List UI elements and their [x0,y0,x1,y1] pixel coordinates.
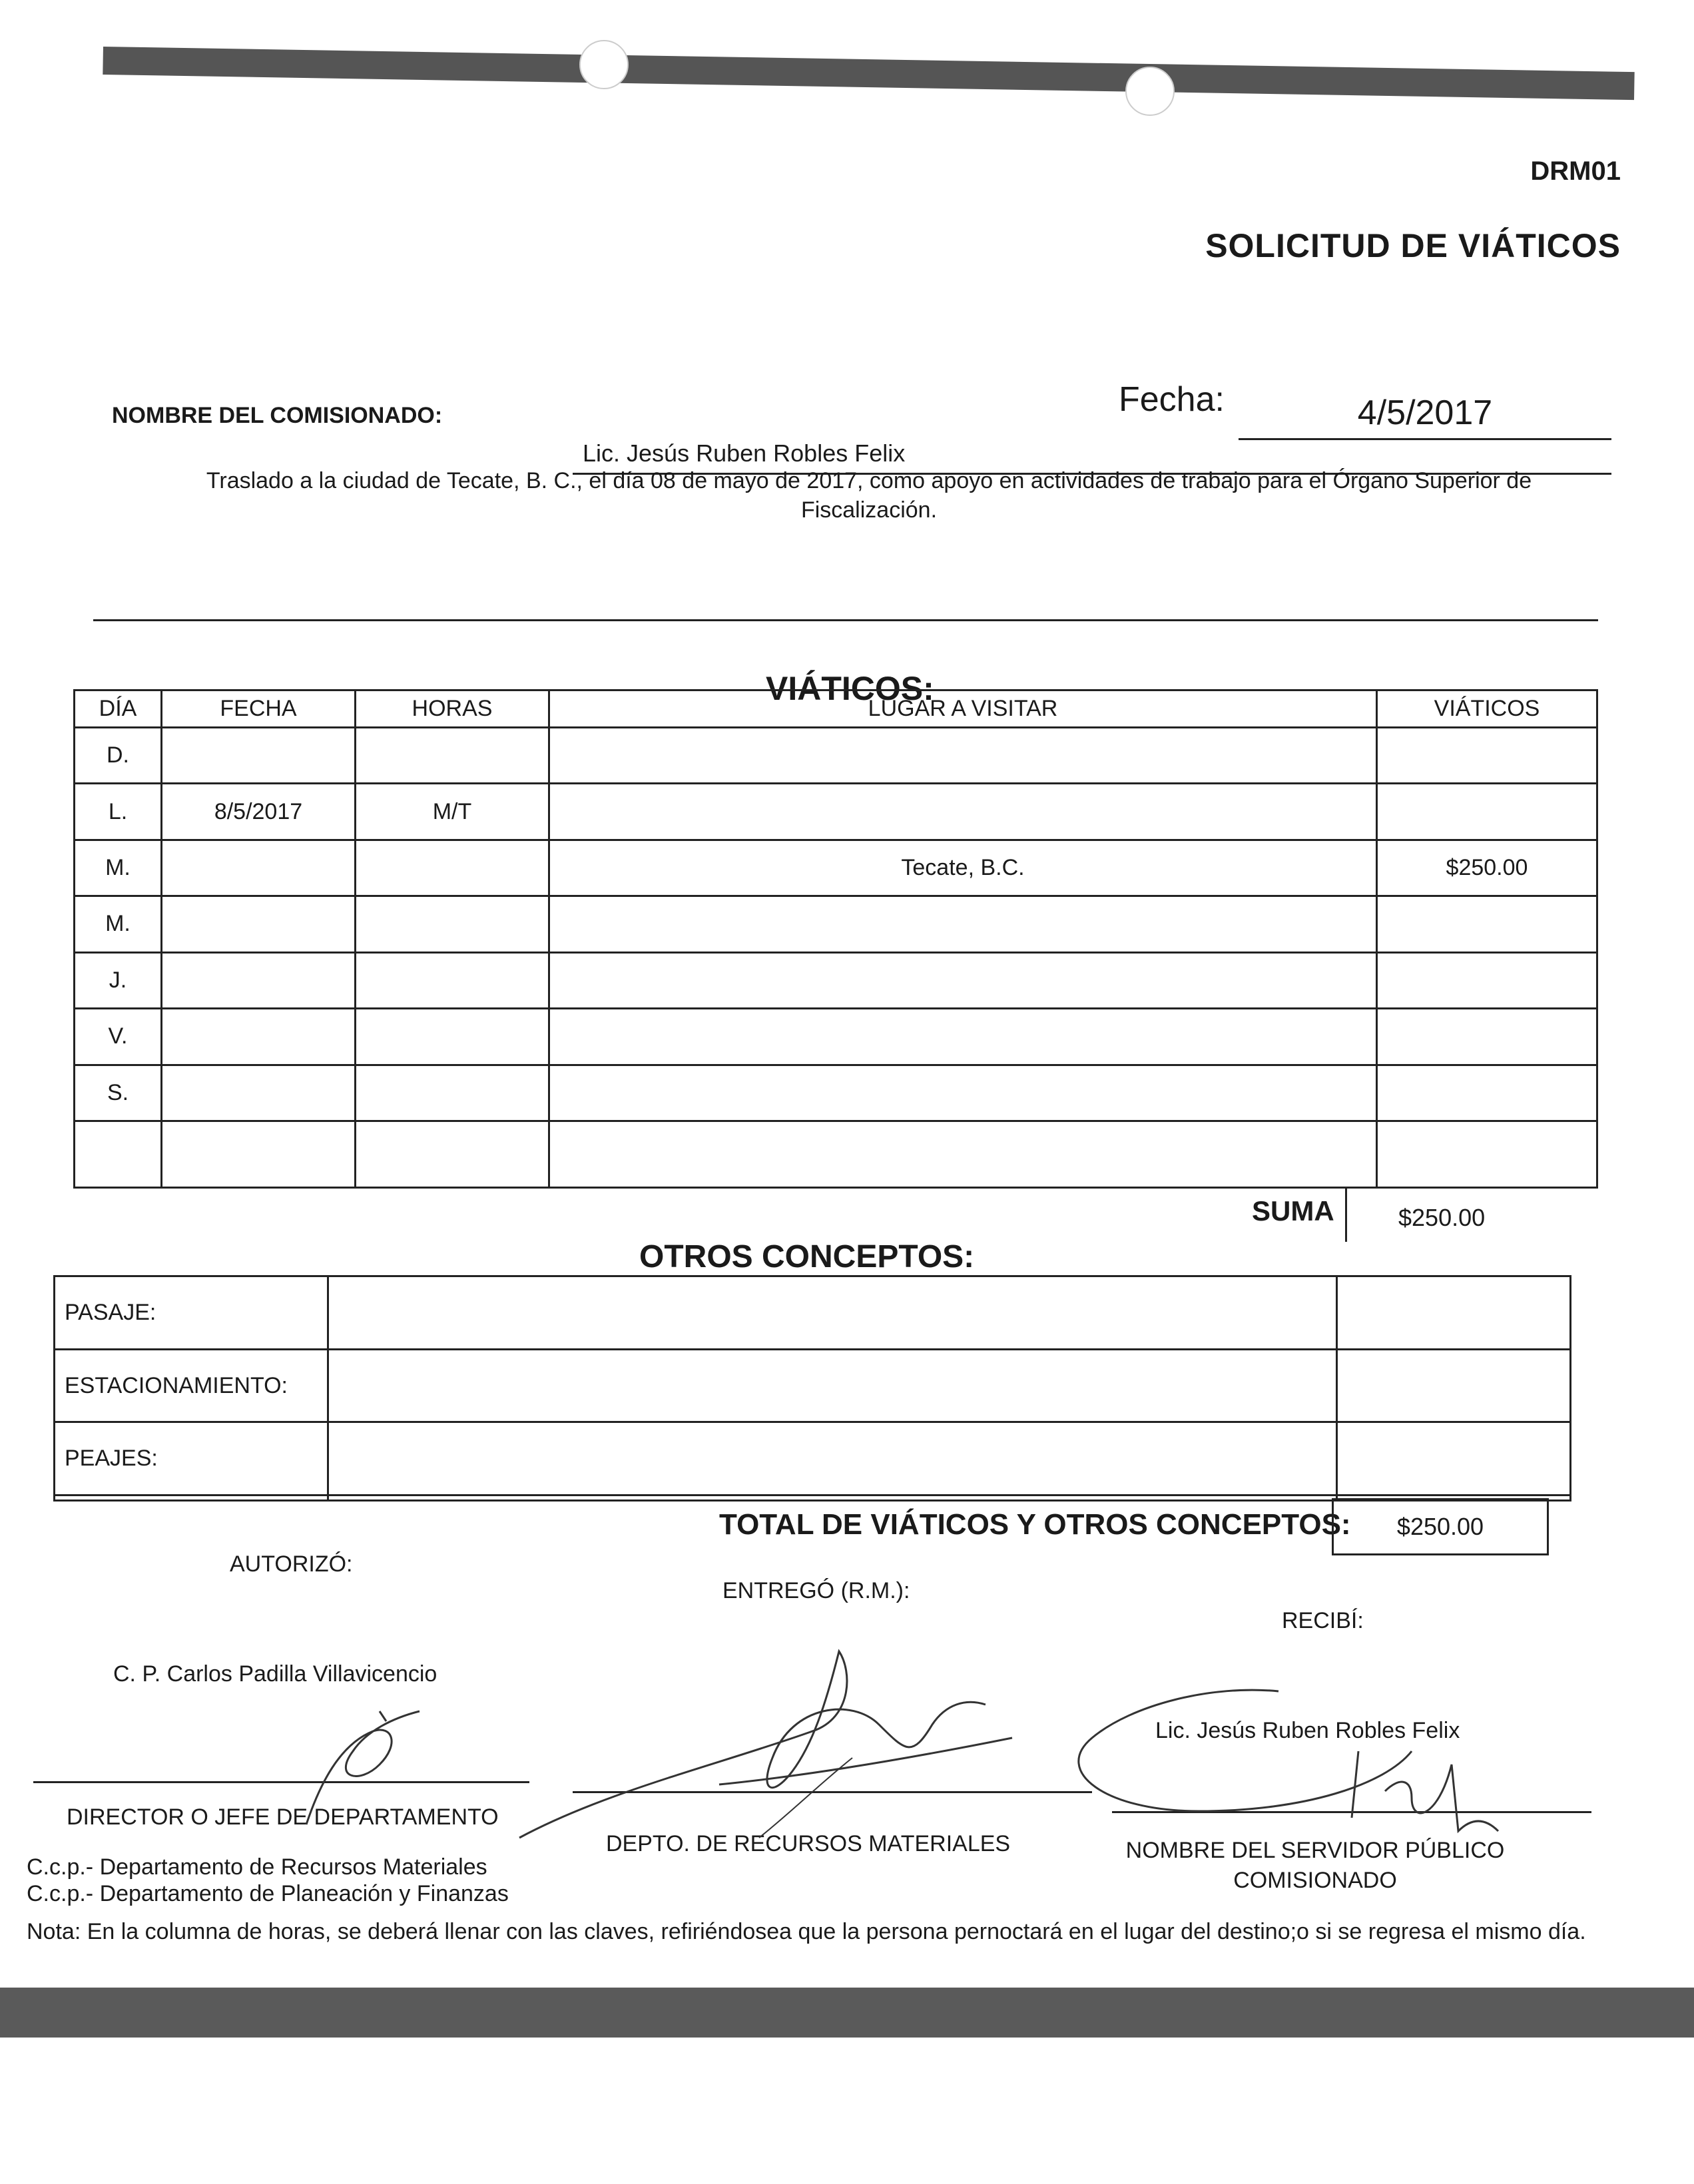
cell-horas [356,1065,549,1121]
otros-label: ESTACIONAMIENTO: [55,1349,328,1422]
otros-title: OTROS CONCEPTOS: [639,1239,975,1274]
cell-viaticos: $250.00 [1377,840,1597,896]
recibi-role-1: NOMBRE DEL SERVIDOR PÚBLICO [1125,1838,1505,1863]
header-dia: DÍA [75,690,162,728]
description-underline [93,619,1598,621]
table-header-row [75,690,1597,728]
table-row [75,728,1597,784]
table-row [75,896,1597,952]
table-row [55,1422,1571,1496]
recibi-signature [1039,1678,1518,1851]
otros-value [1337,1422,1571,1496]
header-horas: HORAS [356,690,549,728]
recibi-label: RECIBÍ: [1282,1608,1364,1633]
recibi-name: Lic. Jesús Ruben Robles Felix [1155,1718,1460,1743]
cell-horas [356,840,549,896]
cell-lugar [549,1121,1377,1188]
form-title: SOLICITUD DE VIÁTICOS [1205,227,1621,264]
fecha-value: 4/5/2017 [1239,393,1611,440]
cell-lugar [549,1009,1377,1065]
cell-lugar [549,728,1377,784]
cell-lugar [549,784,1377,840]
autorizo-name: C. P. Carlos Padilla Villavicencio [113,1661,437,1687]
cell-fecha [162,1121,356,1188]
otros-desc [328,1496,1337,1501]
punch-hole [1125,67,1175,116]
cell-viaticos [1377,784,1597,840]
cell-fecha [162,952,356,1008]
cell-lugar [549,1065,1377,1121]
total-label: TOTAL DE VIÁTICOS Y OTROS CONCEPTOS: [719,1508,1351,1541]
commission-description: Traslado a la ciudad de Tecate, B. C., el día 08 de mayo de 2017, como apoyo en actividades de trabajo para el Órgano Superior de Fiscalización. [206,468,1532,523]
cell-viaticos [1377,952,1597,1008]
cell-dia [75,1121,162,1188]
cell-lugar: Tecate, B.C. [549,840,1377,896]
viaticos-table [73,689,1598,1189]
total-value: $250.00 [1332,1498,1549,1555]
cell-viaticos [1377,1121,1597,1188]
ccp-line-1: C.c.p.- Departamento de Recursos Materiales [27,1854,487,1880]
table-row [75,952,1597,1008]
header-lugar: LUGAR A VISITAR [549,690,1377,728]
otros-desc [328,1349,1337,1422]
cell-lugar [549,952,1377,1008]
cell-horas [356,728,549,784]
entrego-role: DEPTO. DE RECURSOS MATERIALES [606,1831,1011,1856]
table-row [75,1121,1597,1188]
otros-label [55,1496,328,1501]
cell-dia: S. [75,1065,162,1121]
top-scan-bar [103,47,1634,100]
ccp-line-2: C.c.p.- Departamento de Planeación y Finanzas [27,1881,509,1906]
table-row [55,1349,1571,1422]
cell-viaticos [1377,896,1597,952]
cell-fecha [162,896,356,952]
suma-value: $250.00 [1398,1204,1486,1231]
fecha-label: Fecha: [1119,380,1225,419]
entrego-label: ENTREGÓ (R.M.): [722,1578,910,1603]
otros-desc [328,1422,1337,1496]
suma-divider [1345,1189,1347,1242]
cell-fecha: 8/5/2017 [162,784,356,840]
cell-lugar [549,896,1377,952]
otros-table [53,1275,1571,1502]
table-row [75,1009,1597,1065]
autorizo-label: AUTORIZÓ: [230,1551,353,1577]
cell-dia: L. [75,784,162,840]
cell-dia: M. [75,896,162,952]
cell-dia: M. [75,840,162,896]
cell-dia: D. [75,728,162,784]
recibi-role-2: COMISIONADO [1233,1868,1397,1893]
otros-label: PASAJE: [55,1276,328,1350]
table-row [75,784,1597,840]
punch-hole [579,40,629,89]
cell-fecha [162,1009,356,1065]
cell-horas [356,1009,549,1065]
form-code: DRM01 [1530,156,1621,186]
cell-dia: J. [75,952,162,1008]
otros-value [1337,1276,1571,1350]
table-row [75,1065,1597,1121]
cell-fecha [162,728,356,784]
header-viaticos: VIÁTICOS [1377,690,1597,728]
cell-fecha [162,840,356,896]
otros-label: PEAJES: [55,1422,328,1496]
table-row [75,840,1597,896]
suma-label: SUMA [1252,1195,1334,1227]
table-row [55,1276,1571,1350]
otros-desc [328,1276,1337,1350]
cell-horas: M/T [356,784,549,840]
autorizo-role: DIRECTOR O JEFE DE DEPARTAMENTO [67,1804,499,1830]
cell-viaticos [1377,728,1597,784]
bottom-scan-bar [0,1988,1694,2038]
cell-viaticos [1377,1009,1597,1065]
comisionado-label: NOMBRE DEL COMISIONADO: [112,403,443,428]
autorizo-signature [280,1705,479,1838]
entrego-signature [506,1625,1025,1851]
cell-horas [356,896,549,952]
cell-horas [356,1121,549,1188]
footer-note: Nota: En la columna de horas, se deberá llenar con las claves, refiriéndosea que la persona pernoctará en el lugar del destino;o si se regresa el mismo día. [27,1919,1586,1944]
cell-fecha [162,1065,356,1121]
otros-value [1337,1349,1571,1422]
cell-viaticos [1377,1065,1597,1121]
header-fecha: FECHA [162,690,356,728]
cell-dia: V. [75,1009,162,1065]
cell-horas [356,952,549,1008]
comisionado-name: Lic. Jesús Ruben Robles Felix [583,439,906,467]
viaticos-title: VIÁTICOS: [766,670,934,707]
